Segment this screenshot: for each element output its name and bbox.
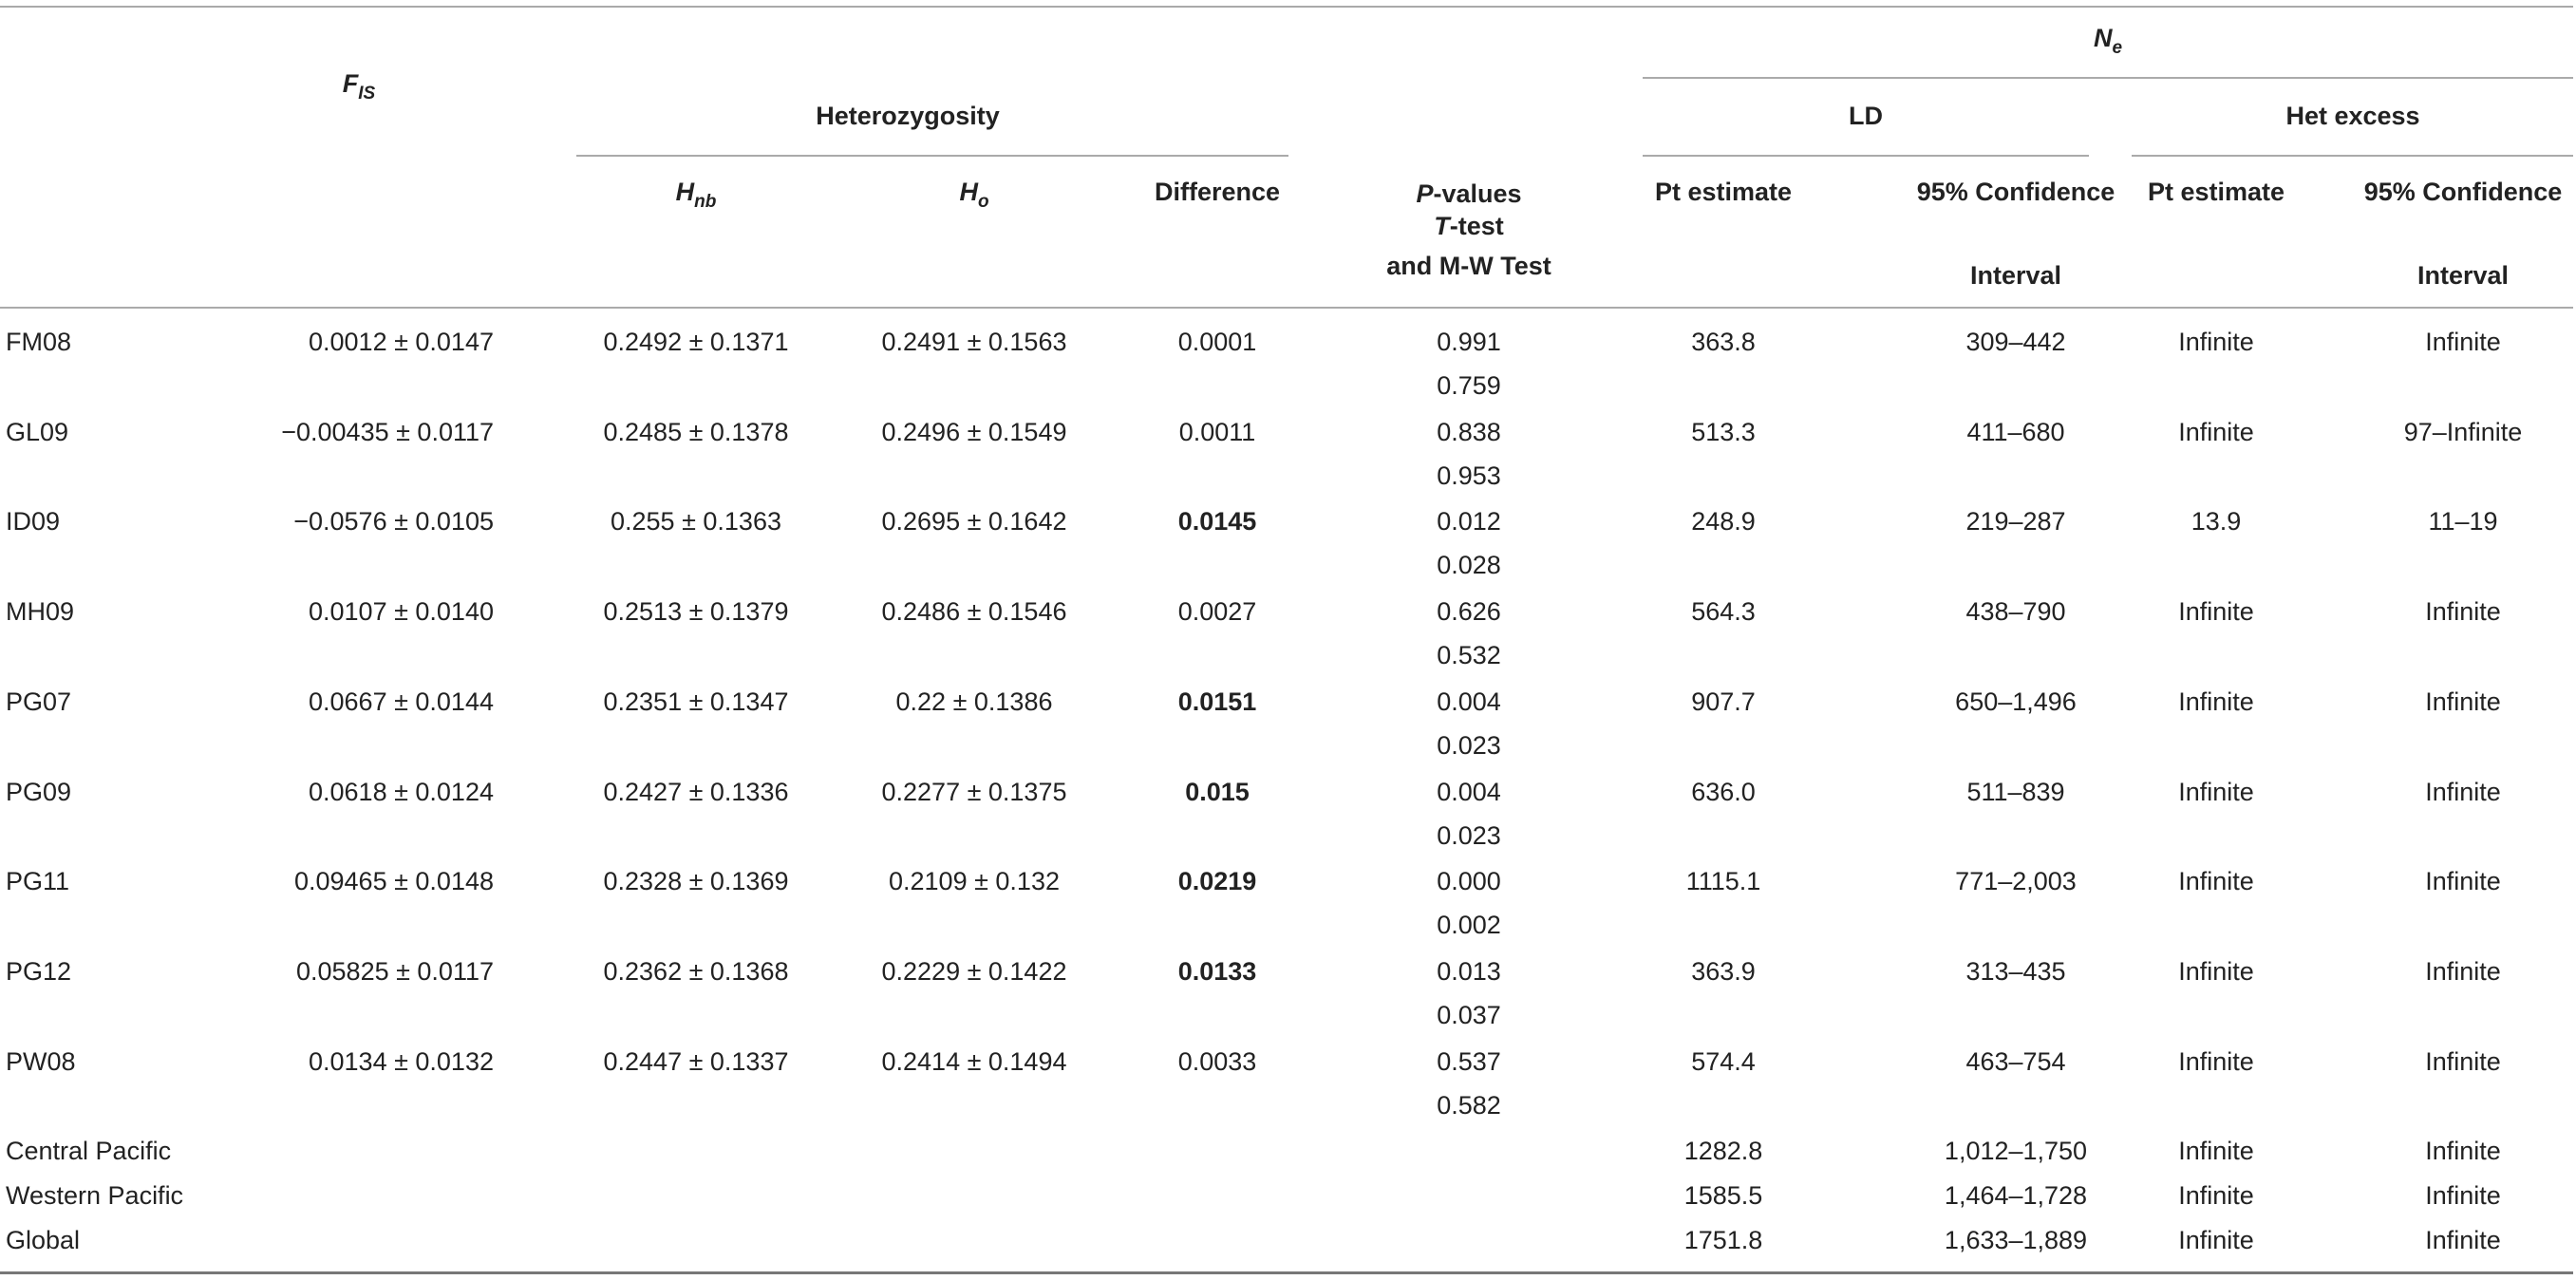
cell-ho: 0.2414 ± 0.1494 (881, 1047, 1067, 1076)
header-ne: $N_e$ (2093, 24, 2123, 58)
cell-ttest-p: 0.537 (1437, 1047, 1501, 1076)
cell-ld-pt-estimate: 513.3 (1691, 418, 1756, 446)
cell-ld-pt-estimate: 574.4 (1691, 1047, 1756, 1076)
cell-ld-ci: 438–790 (1965, 597, 2066, 626)
cell-het-ci: Infinite (2425, 957, 2501, 986)
header-ho: $H_o$ (959, 178, 989, 212)
cell-ttest-p: 0.013 (1437, 957, 1501, 986)
cell-ld-ci: 1,012–1,750 (1944, 1137, 2088, 1165)
cell-hnb: 0.2351 ± 0.1347 (603, 687, 789, 716)
cell-het-ci: Infinite (2425, 328, 2501, 356)
cell-mw-p: 0.582 (1437, 1091, 1501, 1120)
het-excess-group-rule (2132, 155, 2573, 157)
cell-hnb: 0.255 ± 0.1363 (611, 507, 781, 536)
header-heterozygosity: Heterozygosity (816, 102, 1000, 130)
cell-ttest-p: 0.004 (1437, 687, 1501, 716)
cell-ho: 0.22 ± 0.1386 (895, 687, 1053, 716)
cell-ld-ci: 771–2,003 (1955, 867, 2077, 895)
cell-difference: 0.0033 (1177, 1047, 1257, 1076)
cell-difference: 0.0133 (1177, 957, 1257, 986)
cell-ld-ci: 219–287 (1965, 507, 2066, 536)
cell-ld-pt-estimate: 248.9 (1691, 507, 1756, 536)
cell-ttest-p: 0.004 (1437, 778, 1501, 806)
cell-het-ci: Infinite (2425, 867, 2501, 895)
cell-fis: 0.09465 ± 0.0148 (293, 867, 494, 895)
cell-het-ci: Infinite (2425, 1181, 2501, 1210)
cell-mw-p: 0.023 (1437, 731, 1501, 760)
cell-ttest-p: 0.991 (1437, 328, 1501, 356)
cell-het-pt-estimate: Infinite (2178, 1181, 2254, 1210)
cell-mw-p: 0.532 (1437, 641, 1501, 669)
cell-mw-p: 0.028 (1437, 551, 1501, 579)
cell-hnb: 0.2362 ± 0.1368 (603, 957, 789, 986)
cell-fis: 0.0618 ± 0.0124 (309, 778, 494, 806)
cell-ho: 0.2496 ± 0.1549 (881, 418, 1067, 446)
cell-ttest-p: 0.838 (1437, 418, 1501, 446)
cell-difference: 0.0145 (1177, 507, 1257, 536)
cell-ho: 0.2695 ± 0.1642 (881, 507, 1067, 536)
cell-mw-p: 0.953 (1437, 461, 1501, 490)
cell-difference: 0.0011 (1178, 418, 1256, 446)
header-mw-test: and M-W Test (1386, 252, 1551, 280)
cell-ld-pt-estimate: 1115.1 (1685, 867, 1761, 895)
cell-fis: 0.05825 ± 0.0117 (296, 957, 494, 986)
cell-ld-ci: 1,633–1,889 (1944, 1226, 2088, 1254)
header-hnb: $H_{nb}$ (675, 178, 717, 212)
cell-het-pt-estimate: Infinite (2178, 1137, 2254, 1165)
cell-het-pt-estimate: Infinite (2178, 597, 2254, 626)
cell-hnb: 0.2427 ± 0.1336 (603, 778, 789, 806)
cell-het-pt-estimate: Infinite (2178, 1226, 2254, 1254)
cell-het-pt-estimate: Infinite (2178, 1047, 2254, 1076)
cell-het-ci: 97–Infinite (2403, 418, 2523, 446)
cell-ld-pt-estimate: 1585.5 (1683, 1181, 1763, 1210)
cell-fis: 0.0134 ± 0.0132 (309, 1047, 494, 1076)
cell-ttest-p: 0.000 (1437, 867, 1501, 895)
row-label: ID09 (6, 507, 61, 536)
row-label: PG07 (6, 687, 72, 716)
cell-fis: 0.0667 ± 0.0144 (309, 687, 494, 716)
row-label: PG12 (6, 957, 72, 986)
cell-het-pt-estimate: Infinite (2178, 867, 2254, 895)
cell-het-ci: Infinite (2425, 1047, 2501, 1076)
cell-ld-ci: 313–435 (1965, 957, 2066, 986)
cell-difference: 0.0219 (1177, 867, 1257, 895)
cell-ttest-p: 0.012 (1437, 507, 1501, 536)
cell-ld-pt-estimate: 907.7 (1691, 687, 1756, 716)
cell-fis: −0.00435 ± 0.0117 (281, 418, 494, 446)
cell-fis: −0.0576 ± 0.0105 (293, 507, 494, 536)
header-difference: Difference (1154, 178, 1281, 206)
cell-mw-p: 0.037 (1437, 1001, 1501, 1029)
header-fis: $F_{IS}$ (342, 69, 376, 104)
cell-het-ci: Infinite (2425, 778, 2501, 806)
cell-hnb: 0.2328 ± 0.1369 (603, 867, 789, 895)
cell-het-pt-estimate: Infinite (2178, 687, 2254, 716)
cell-hnb: 0.2513 ± 0.1379 (603, 597, 789, 626)
row-label: GL09 (6, 418, 69, 446)
heterozygosity-group-rule (576, 155, 1288, 157)
cell-het-ci: 11–19 (2428, 507, 2498, 536)
cell-fis: 0.0107 ± 0.0140 (309, 597, 494, 626)
row-label: Central Pacific (6, 1137, 172, 1165)
cell-hnb: 0.2447 ± 0.1337 (603, 1047, 789, 1076)
row-label: Western Pacific (6, 1181, 184, 1210)
header-ld-pt-estimate: Pt estimate (1654, 178, 1793, 206)
cell-ld-pt-estimate: 636.0 (1691, 778, 1756, 806)
cell-hnb: 0.2485 ± 0.1378 (603, 418, 789, 446)
cell-ld-pt-estimate: 363.9 (1691, 957, 1756, 986)
header-het-ci: 95% Confidence (2363, 178, 2563, 206)
cell-hnb: 0.2492 ± 0.1371 (603, 328, 789, 356)
top-rule (0, 6, 2573, 8)
cell-ld-ci: 463–754 (1965, 1047, 2066, 1076)
header-het-ci-interval: Interval (2416, 261, 2510, 290)
cell-mw-p: 0.759 (1437, 371, 1501, 400)
ne-group-rule (1643, 77, 2573, 79)
cell-ld-ci: 411–680 (1966, 418, 2065, 446)
header-ld-ci: 95% Confidence (1916, 178, 2115, 206)
cell-het-ci: Infinite (2425, 597, 2501, 626)
cell-fis: 0.0012 ± 0.0147 (309, 328, 494, 356)
cell-ho: 0.2486 ± 0.1546 (881, 597, 1067, 626)
cell-het-ci: Infinite (2425, 687, 2501, 716)
cell-het-pt-estimate: Infinite (2178, 418, 2254, 446)
header-pvalues: P-values (1416, 179, 1522, 208)
row-label: MH09 (6, 597, 75, 626)
cell-ld-ci: 650–1,496 (1955, 687, 2077, 716)
cell-ld-pt-estimate: 363.8 (1691, 328, 1756, 356)
cell-mw-p: 0.023 (1437, 821, 1501, 850)
cell-het-pt-estimate: Infinite (2178, 778, 2254, 806)
cell-ld-pt-estimate: 1751.8 (1683, 1226, 1763, 1254)
header-ld: LD (1849, 102, 1883, 130)
cell-difference: 0.015 (1185, 778, 1250, 806)
bottom-rule (0, 1271, 2573, 1274)
cell-het-pt-estimate: 13.9 (2191, 507, 2242, 536)
cell-ho: 0.2491 ± 0.1563 (881, 328, 1067, 356)
cell-ld-ci: 309–442 (1965, 328, 2066, 356)
cell-difference: 0.0027 (1177, 597, 1257, 626)
header-het-excess: Het excess (2285, 102, 2420, 130)
cell-ho: 0.2109 ± 0.132 (889, 867, 1060, 895)
header-bottom-rule (0, 307, 2573, 309)
cell-ho: 0.2277 ± 0.1375 (881, 778, 1067, 806)
row-label: FM08 (6, 328, 72, 356)
header-ld-ci-interval: Interval (1969, 261, 2062, 290)
cell-ttest-p: 0.626 (1437, 597, 1501, 626)
cell-het-pt-estimate: Infinite (2178, 328, 2254, 356)
cell-het-ci: Infinite (2425, 1137, 2501, 1165)
cell-ld-pt-estimate: 564.3 (1691, 597, 1756, 626)
cell-ho: 0.2229 ± 0.1422 (881, 957, 1067, 986)
cell-het-ci: Infinite (2425, 1226, 2501, 1254)
row-label: PW08 (6, 1047, 76, 1076)
row-label: PG11 (6, 867, 70, 895)
cell-difference: 0.0001 (1177, 328, 1257, 356)
ld-group-rule (1643, 155, 2089, 157)
cell-ld-ci: 511–839 (1966, 778, 2065, 806)
header-ttest: T-test (1434, 212, 1504, 240)
cell-ld-ci: 1,464–1,728 (1944, 1181, 2088, 1210)
cell-mw-p: 0.002 (1437, 911, 1501, 939)
cell-ld-pt-estimate: 1282.8 (1683, 1137, 1763, 1165)
header-het-pt-estimate: Pt estimate (2147, 178, 2285, 206)
cell-difference: 0.0151 (1177, 687, 1257, 716)
cell-het-pt-estimate: Infinite (2178, 957, 2254, 986)
row-label: PG09 (6, 778, 72, 806)
row-label: Global (6, 1226, 81, 1254)
